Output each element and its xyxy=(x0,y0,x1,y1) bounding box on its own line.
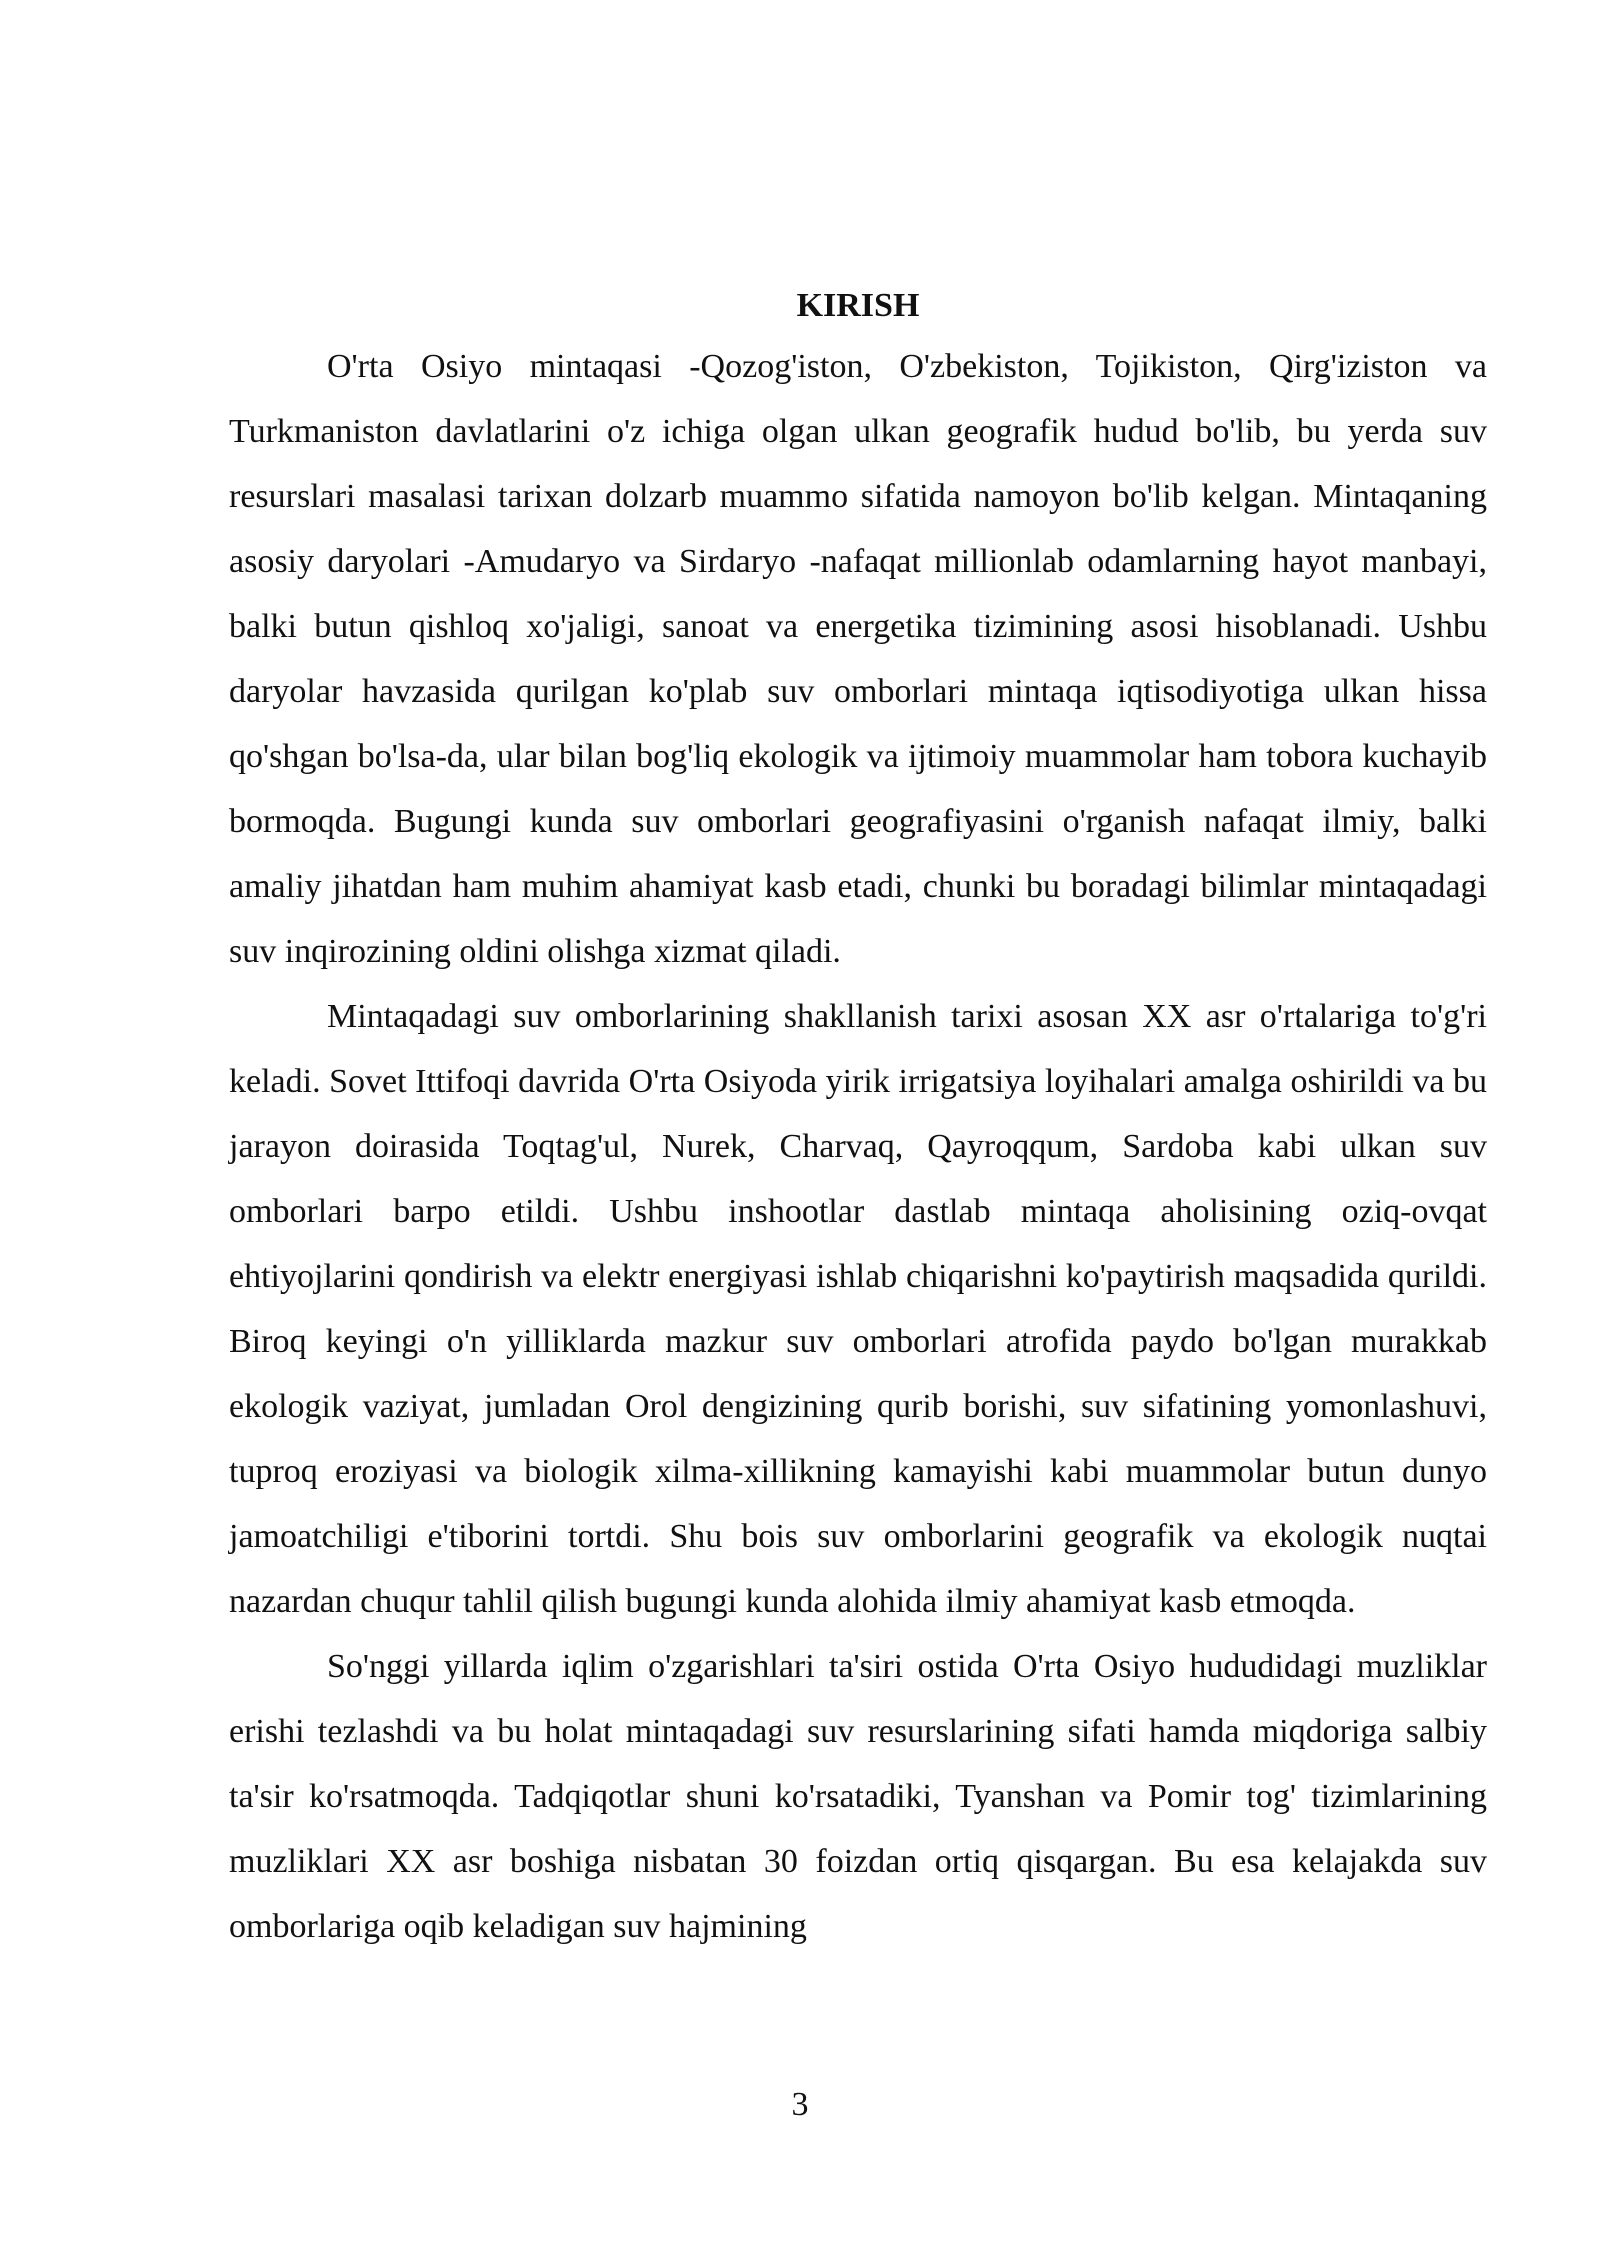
page-body xyxy=(229,278,1487,1959)
page-number: 3 xyxy=(791,2086,809,2123)
paragraph-1: O'rta Osiyo mintaqasi -Qozog'iston, O'zbekiston, Tojikiston, Qirg'iziston va Turkmaniston davlatlarini o'z ichiga olgan ulkan geografik hudud bo'lib, bu yerda suv resurslari masalasi tarixan dolzarb muammo sifatida namoyon bo'lib kelgan. Mintaqaning asosiy daryolari -Amudaryo va Sirdaryo -nafaqat millionlab odamlarning hayot manbayi, balki butun qishloq xo'jaligi, sanoat va energetika tizimining asosi hisoblanadi. Ushbu daryolar havzasida qurilgan ko'plab suv omborlari mintaqa iqtisodiyotiga ulkan hissa qo'shgan bo'lsa-da, ular bilan bog'liq ekologik va ijtimoiy muammolar ham tobora kuchayib bormoqda. Bugungi kunda suv omborlari geografiyasini o'rganish nafaqat ilmiy, balki amaliy jihatdan ham muhim ahamiyat kasb etadi, chunki bu boradagi bilimlar mintaqadagi suv inqirozining oldini olishga xizmat qiladi. xyxy=(229,348,1487,970)
page-title: KIRISH xyxy=(796,287,920,324)
paragraph-3: So'nggi yillarda iqlim o'zgarishlari ta'siri ostida O'rta Osiyo hududidagi muzliklar erishi tezlashdi va bu holat mintaqadagi suv resurslarining sifati hamda miqdoriga salbiy ta'sir ko'rsatmoqda. Tadqiqotlar shuni ko'rsatadiki, Tyanshan va Pomir tog' tizimlarining muzliklari XX asr boshiga nisbatan 30 foizdan ortiq qisqargan. Bu esa kelajakda suv omborlariga oqib keladigan suv hajmining xyxy=(229,1648,1487,1945)
paragraph-2: Mintaqadagi suv omborlarining shakllanish tarixi asosan XX asr o'rtalariga to'g'ri keladi. Sovet Ittifoqi davrida O'rta Osiyoda yirik irrigatsiya loyihalari amalga oshirildi va bu jarayon doirasida Toqtag'ul, Nurek, Charvaq, Qayroqqum, Sardoba kabi ulkan suv omborlari barpo etildi. Ushbu inshootlar dastlab mintaqa aholisining oziq-ovqat ehtiyojlarini qondirish va elektr energiyasi ishlab chiqarishni ko'paytirish maqsadida qurildi. Biroq keyingi o'n yilliklarda mazkur suv omborlari atrofida paydo bo'lgan murakkab ekologik vaziyat, jumladan Orol dengizining qurib borishi, suv sifatining yomonlashuvi, tuproq eroziyasi va biologik xilma-xillikning kamayishi kabi muammolar butun dunyo jamoatchiligi e'tiborini tortdi. Shu bois suv omborlarini geografik va ekologik nuqtai nazardan chuqur tahlil qilish bugungi kunda alohida ilmiy ahamiyat kasb etmoqda. xyxy=(229,998,1487,1620)
